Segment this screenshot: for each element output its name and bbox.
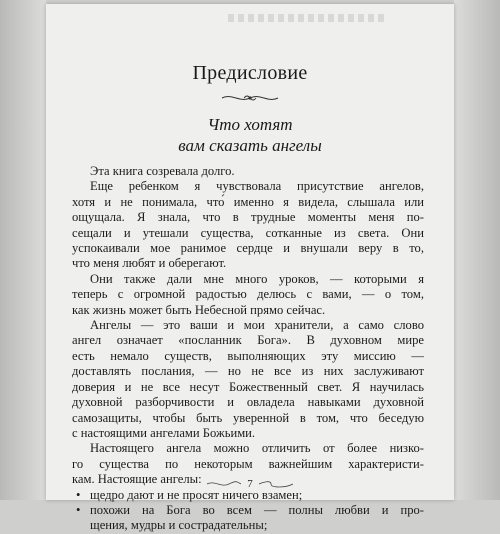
text-line: Эта книга созревала долго. [90, 164, 235, 178]
text-line: что меня любят и оберегают. [72, 256, 227, 271]
right-flourish-icon [259, 480, 293, 488]
bleed-through-text [228, 14, 388, 22]
ornament-divider-icon [46, 92, 454, 104]
text-line: теперь с огромной радостью делюсь с вами, — о том, [72, 287, 424, 302]
page-footer [46, 478, 454, 490]
paragraph-2-cont [72, 195, 424, 272]
text-line: Еще ребенком я чувствовала присутствие ангелов, [90, 179, 424, 194]
right-page-edge [454, 0, 500, 500]
paragraph-1 [72, 164, 424, 179]
text-line: ощущала. Я знала, что в трудные моменты меня по- [72, 210, 424, 225]
paragraph-5 [72, 441, 424, 456]
bullet-icon: • [76, 502, 81, 517]
text-line: щедро дают и не просят ничего взамен; [90, 487, 303, 502]
paragraph-3-cont [72, 287, 424, 318]
text-line: кам. Настоящие ангелы: [72, 472, 202, 487]
left-page-edge [0, 0, 46, 500]
text-line: с настоящими ангелами Божьими. [72, 425, 256, 440]
text-line: сещали и утешали существа, сотканные из света. Они [72, 225, 424, 240]
subtitle-line: Что хотят [207, 115, 293, 134]
text-line: успокаивали мое ранимое сердце и внушали веру в то, [72, 241, 424, 256]
text-line: есть немало существ, выполняющих эту миссию — [72, 348, 424, 363]
section-subtitle [46, 114, 454, 156]
paragraph-3 [72, 272, 424, 287]
paragraph-4-cont [72, 333, 424, 441]
text-line: Они также дали мне много уроков, — которыми я [90, 271, 424, 286]
list-item [72, 503, 424, 534]
page-number: 7 [247, 478, 253, 490]
text-line: доверия и не все несут Божественный свет. Я научилась [72, 379, 424, 394]
text-line: щения, мудры и сострадательны; [90, 518, 268, 533]
text-line: похожи на Бога во всем — полны любви и про- [90, 502, 424, 517]
text-line: самозащиты, чтобы быть уверенной в том, что беседую [72, 410, 424, 425]
book-page [46, 4, 454, 533]
text-line: Ангелы — это ваши и мои хранители, а само слово [90, 318, 424, 333]
subtitle-line: вам сказать ангелы [178, 136, 322, 155]
paragraph-2 [72, 179, 424, 194]
left-flourish-icon [207, 480, 241, 488]
text-line: духовной разборчивости и овладела навыками духовной [72, 395, 424, 410]
text-line: как жизнь может быть Небесной прямо сейчас. [72, 302, 326, 317]
bullet-icon: • [76, 487, 81, 502]
angel-traits-list [72, 488, 424, 534]
text-line: го существа по некоторым важнейшим характеристи- [72, 456, 424, 471]
chapter-title: Предисловие [192, 62, 308, 84]
text-line: Настоящего ангела можно отличить от более низко- [90, 441, 424, 456]
paragraph-4 [72, 318, 424, 333]
text-line: хотя и не понимала, что́ именно я видела, слышала или [72, 194, 424, 209]
text-line: доставлять послания, — но не все из них заслуживают [72, 364, 424, 379]
text-line: ангел означает «посланник Бога». В духовном мире [72, 333, 424, 348]
